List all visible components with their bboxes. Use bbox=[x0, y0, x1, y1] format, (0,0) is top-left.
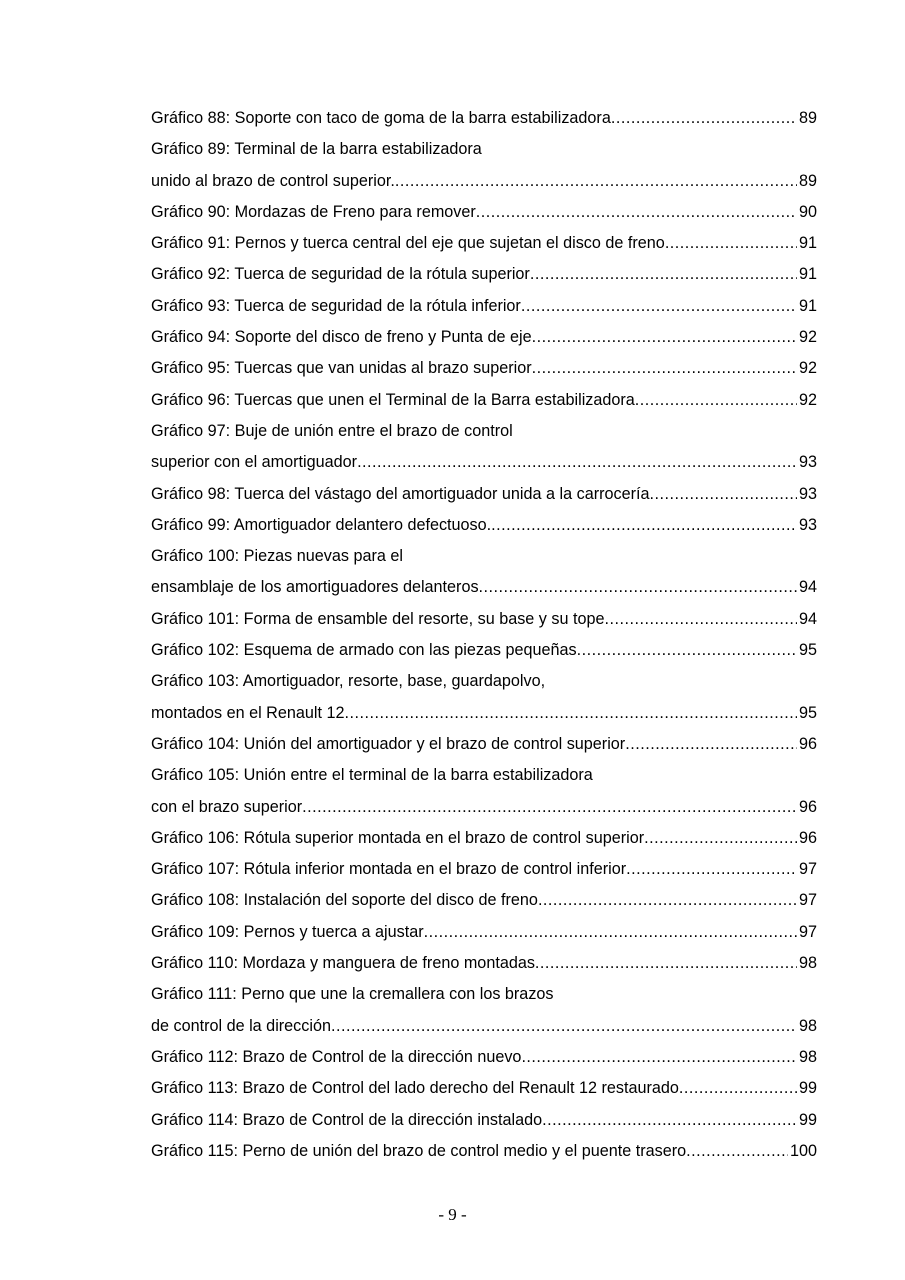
toc-entry-page: 98 bbox=[798, 1016, 817, 1035]
toc-entry-page: 90 bbox=[798, 202, 817, 221]
toc-entry-title: Gráfico 101: Forma de ensamble del resorte, su base y su tope bbox=[151, 609, 605, 628]
toc-entry-title: Gráfico 90: Mordazas de Freno para remover bbox=[151, 202, 476, 221]
toc-entry-page: 93 bbox=[798, 484, 817, 503]
toc-entry-title: Gráfico 100: Piezas nuevas para el bbox=[151, 547, 403, 566]
dot-leader bbox=[605, 604, 797, 635]
dot-leader bbox=[479, 572, 797, 603]
toc-entry-title: Gráfico 114: Brazo de Control de la dirección instalado bbox=[151, 1110, 543, 1129]
toc-entry bbox=[151, 854, 817, 885]
toc-entry-title: Gráfico 89: Terminal de la barra estabilizadora bbox=[151, 140, 482, 159]
toc-entry-title: Gráfico 105: Unión entre el terminal de la barra estabilizadora bbox=[151, 766, 593, 785]
dot-leader bbox=[665, 228, 797, 259]
toc-entry-title: Gráfico 95: Tuercas que van unidas al brazo superior bbox=[151, 359, 532, 378]
toc-entry bbox=[151, 510, 817, 541]
dot-leader bbox=[626, 854, 797, 885]
toc-entry bbox=[151, 635, 817, 666]
toc-entry-page: 89 bbox=[798, 171, 817, 190]
toc-entry-title: Gráfico 109: Pernos y tuerca a ajustar bbox=[151, 922, 424, 941]
toc-entry-page: 89 bbox=[798, 109, 817, 127]
toc-entry-page: 99 bbox=[798, 1079, 817, 1098]
toc-heading-line bbox=[151, 760, 817, 791]
dot-leader bbox=[635, 385, 797, 416]
toc-entry bbox=[151, 572, 817, 603]
toc-heading-line bbox=[151, 134, 817, 165]
dot-leader bbox=[476, 197, 797, 228]
toc-entry bbox=[151, 322, 817, 353]
toc-entry-title: montados en el Renault 12 bbox=[151, 703, 345, 722]
dot-leader bbox=[538, 885, 797, 916]
toc-entry-page: 100 bbox=[789, 1141, 817, 1160]
toc-entry bbox=[151, 228, 817, 259]
dot-leader bbox=[521, 1042, 797, 1073]
page-number: - 9 - bbox=[438, 1205, 467, 1224]
toc-entry-title: Gráfico 102: Esquema de armado con las piezas pequeñas bbox=[151, 641, 577, 660]
toc-entry-page: 97 bbox=[798, 860, 817, 879]
toc-entry-page: 94 bbox=[798, 578, 817, 597]
toc-entry bbox=[151, 197, 817, 228]
toc-entry bbox=[151, 948, 817, 979]
dot-leader bbox=[521, 291, 797, 322]
toc-entry-title: Gráfico 111: Perno que une la cremallera con los brazos bbox=[151, 985, 554, 1004]
toc-entry-page: 93 bbox=[798, 515, 817, 534]
toc-entry-page: 96 bbox=[798, 734, 817, 753]
toc-entry-title: Gráfico 94: Soporte del disco de freno y Punta de eje bbox=[151, 328, 532, 347]
toc-entry bbox=[151, 385, 817, 416]
toc-entry bbox=[151, 103, 817, 134]
toc-entry-page: 99 bbox=[798, 1110, 817, 1129]
toc-entry bbox=[151, 447, 817, 478]
toc-entry bbox=[151, 479, 817, 510]
toc-entry-title: Gráfico 88: Soporte con taco de goma de la barra estabilizadora bbox=[151, 109, 611, 127]
toc-entry-title: Gráfico 93: Tuerca de seguridad de la rótula inferior bbox=[151, 296, 521, 315]
dot-leader bbox=[331, 1011, 797, 1042]
toc-entry bbox=[151, 166, 817, 197]
toc-entry-title: Gráfico 92: Tuerca de seguridad de la rótula superior bbox=[151, 265, 530, 284]
toc-entry-page: 96 bbox=[798, 797, 817, 816]
toc-entry-page: 91 bbox=[798, 296, 817, 315]
toc-entry-title: Gráfico 106: Rótula superior montada en el brazo de control superior bbox=[151, 828, 645, 847]
toc-entry bbox=[151, 1042, 817, 1073]
dot-leader bbox=[542, 1105, 797, 1136]
toc-entry-title: Gráfico 97: Buje de unión entre el brazo de control bbox=[151, 421, 513, 440]
toc-entry-title: ensamblaje de los amortiguadores delanteros bbox=[151, 578, 479, 597]
toc-entry-page: 95 bbox=[798, 703, 817, 722]
toc-entry-title: con el brazo superior bbox=[151, 797, 303, 816]
dot-leader bbox=[679, 1073, 797, 1104]
dot-leader bbox=[491, 510, 797, 541]
toc-entry-page: 92 bbox=[798, 390, 817, 409]
toc-entry-page: 97 bbox=[798, 922, 817, 941]
toc-entry bbox=[151, 1136, 817, 1167]
dot-leader bbox=[424, 917, 797, 948]
toc-entry bbox=[151, 885, 817, 916]
toc-heading-line bbox=[151, 416, 817, 447]
dot-leader bbox=[357, 447, 797, 478]
toc-entry bbox=[151, 917, 817, 948]
dot-leader bbox=[532, 322, 797, 353]
toc-entry-title: Gráfico 110: Mordaza y manguera de freno montadas bbox=[151, 954, 535, 973]
toc-entry bbox=[151, 1011, 817, 1042]
dot-leader bbox=[650, 479, 797, 510]
toc-heading-line bbox=[151, 666, 817, 697]
toc-entry-page: 95 bbox=[798, 641, 817, 660]
dot-leader bbox=[625, 729, 797, 760]
dot-leader bbox=[302, 792, 797, 823]
dot-leader bbox=[532, 353, 797, 384]
toc-entry bbox=[151, 792, 817, 823]
toc-entry-page: 93 bbox=[798, 453, 817, 472]
toc-entry-page: 91 bbox=[798, 265, 817, 284]
toc-entry-title: Gráfico 113: Brazo de Control del lado derecho del Renault 12 restaurado bbox=[151, 1079, 679, 1098]
dot-leader bbox=[344, 698, 797, 729]
toc-entry-title: Gráfico 99: Amortiguador delantero defectuoso. bbox=[151, 515, 492, 534]
toc-entry bbox=[151, 823, 817, 854]
toc-entry-title: Gráfico 115: Perno de unión del brazo de control medio y el puente trasero bbox=[151, 1141, 687, 1160]
list-of-figures bbox=[151, 103, 817, 1167]
toc-entry bbox=[151, 291, 817, 322]
toc-heading-line bbox=[151, 979, 817, 1010]
toc-entry-page: 98 bbox=[798, 954, 817, 973]
dot-leader bbox=[535, 948, 797, 979]
dot-leader bbox=[644, 823, 797, 854]
toc-entry-page: 96 bbox=[798, 828, 817, 847]
toc-entry-page: 97 bbox=[798, 891, 817, 910]
toc-entry-page: 91 bbox=[798, 234, 817, 253]
dot-leader bbox=[530, 259, 797, 290]
toc-entry bbox=[151, 353, 817, 384]
toc-entry bbox=[151, 1105, 817, 1136]
toc-heading-line bbox=[151, 541, 817, 572]
dot-leader bbox=[395, 166, 797, 197]
toc-entry-title: Gráfico 96: Tuercas que unen el Terminal de la Barra estabilizadora bbox=[151, 390, 635, 409]
toc-entry-title: Gráfico 104: Unión del amortiguador y el brazo de control superior bbox=[151, 734, 626, 753]
toc-entry-title: de control de la dirección bbox=[151, 1016, 331, 1035]
toc-entry bbox=[151, 604, 817, 635]
dot-leader bbox=[611, 103, 797, 134]
toc-entry-page: 92 bbox=[798, 328, 817, 347]
toc-entry-page: 92 bbox=[798, 359, 817, 378]
toc-entry-page: 94 bbox=[798, 609, 817, 628]
dot-leader bbox=[686, 1136, 788, 1167]
toc-entry-title: unido al brazo de control superior. bbox=[151, 171, 395, 190]
toc-entry-title: Gráfico 103: Amortiguador, resorte, base, guardapolvo, bbox=[151, 672, 546, 691]
toc-entry-page: 98 bbox=[798, 1047, 817, 1066]
toc-entry bbox=[151, 259, 817, 290]
toc-entry bbox=[151, 729, 817, 760]
toc-entry bbox=[151, 698, 817, 729]
toc-entry-title: Gráfico 91: Pernos y tuerca central del eje que sujetan el disco de freno bbox=[151, 234, 665, 253]
toc-entry-title: Gráfico 108: Instalación del soporte del disco de freno bbox=[151, 891, 538, 910]
toc-entry bbox=[151, 1073, 817, 1104]
toc-entry-title: Gráfico 112: Brazo de Control de la dirección nuevo bbox=[151, 1047, 522, 1066]
dot-leader bbox=[577, 635, 797, 666]
toc-entry-title: Gráfico 98: Tuerca del vástago del amortiguador unida a la carrocería bbox=[151, 484, 650, 503]
toc-entry-title: Gráfico 107: Rótula inferior montada en el brazo de control inferior bbox=[151, 860, 627, 879]
toc-entry-title: superior con el amortiguador bbox=[151, 453, 358, 472]
